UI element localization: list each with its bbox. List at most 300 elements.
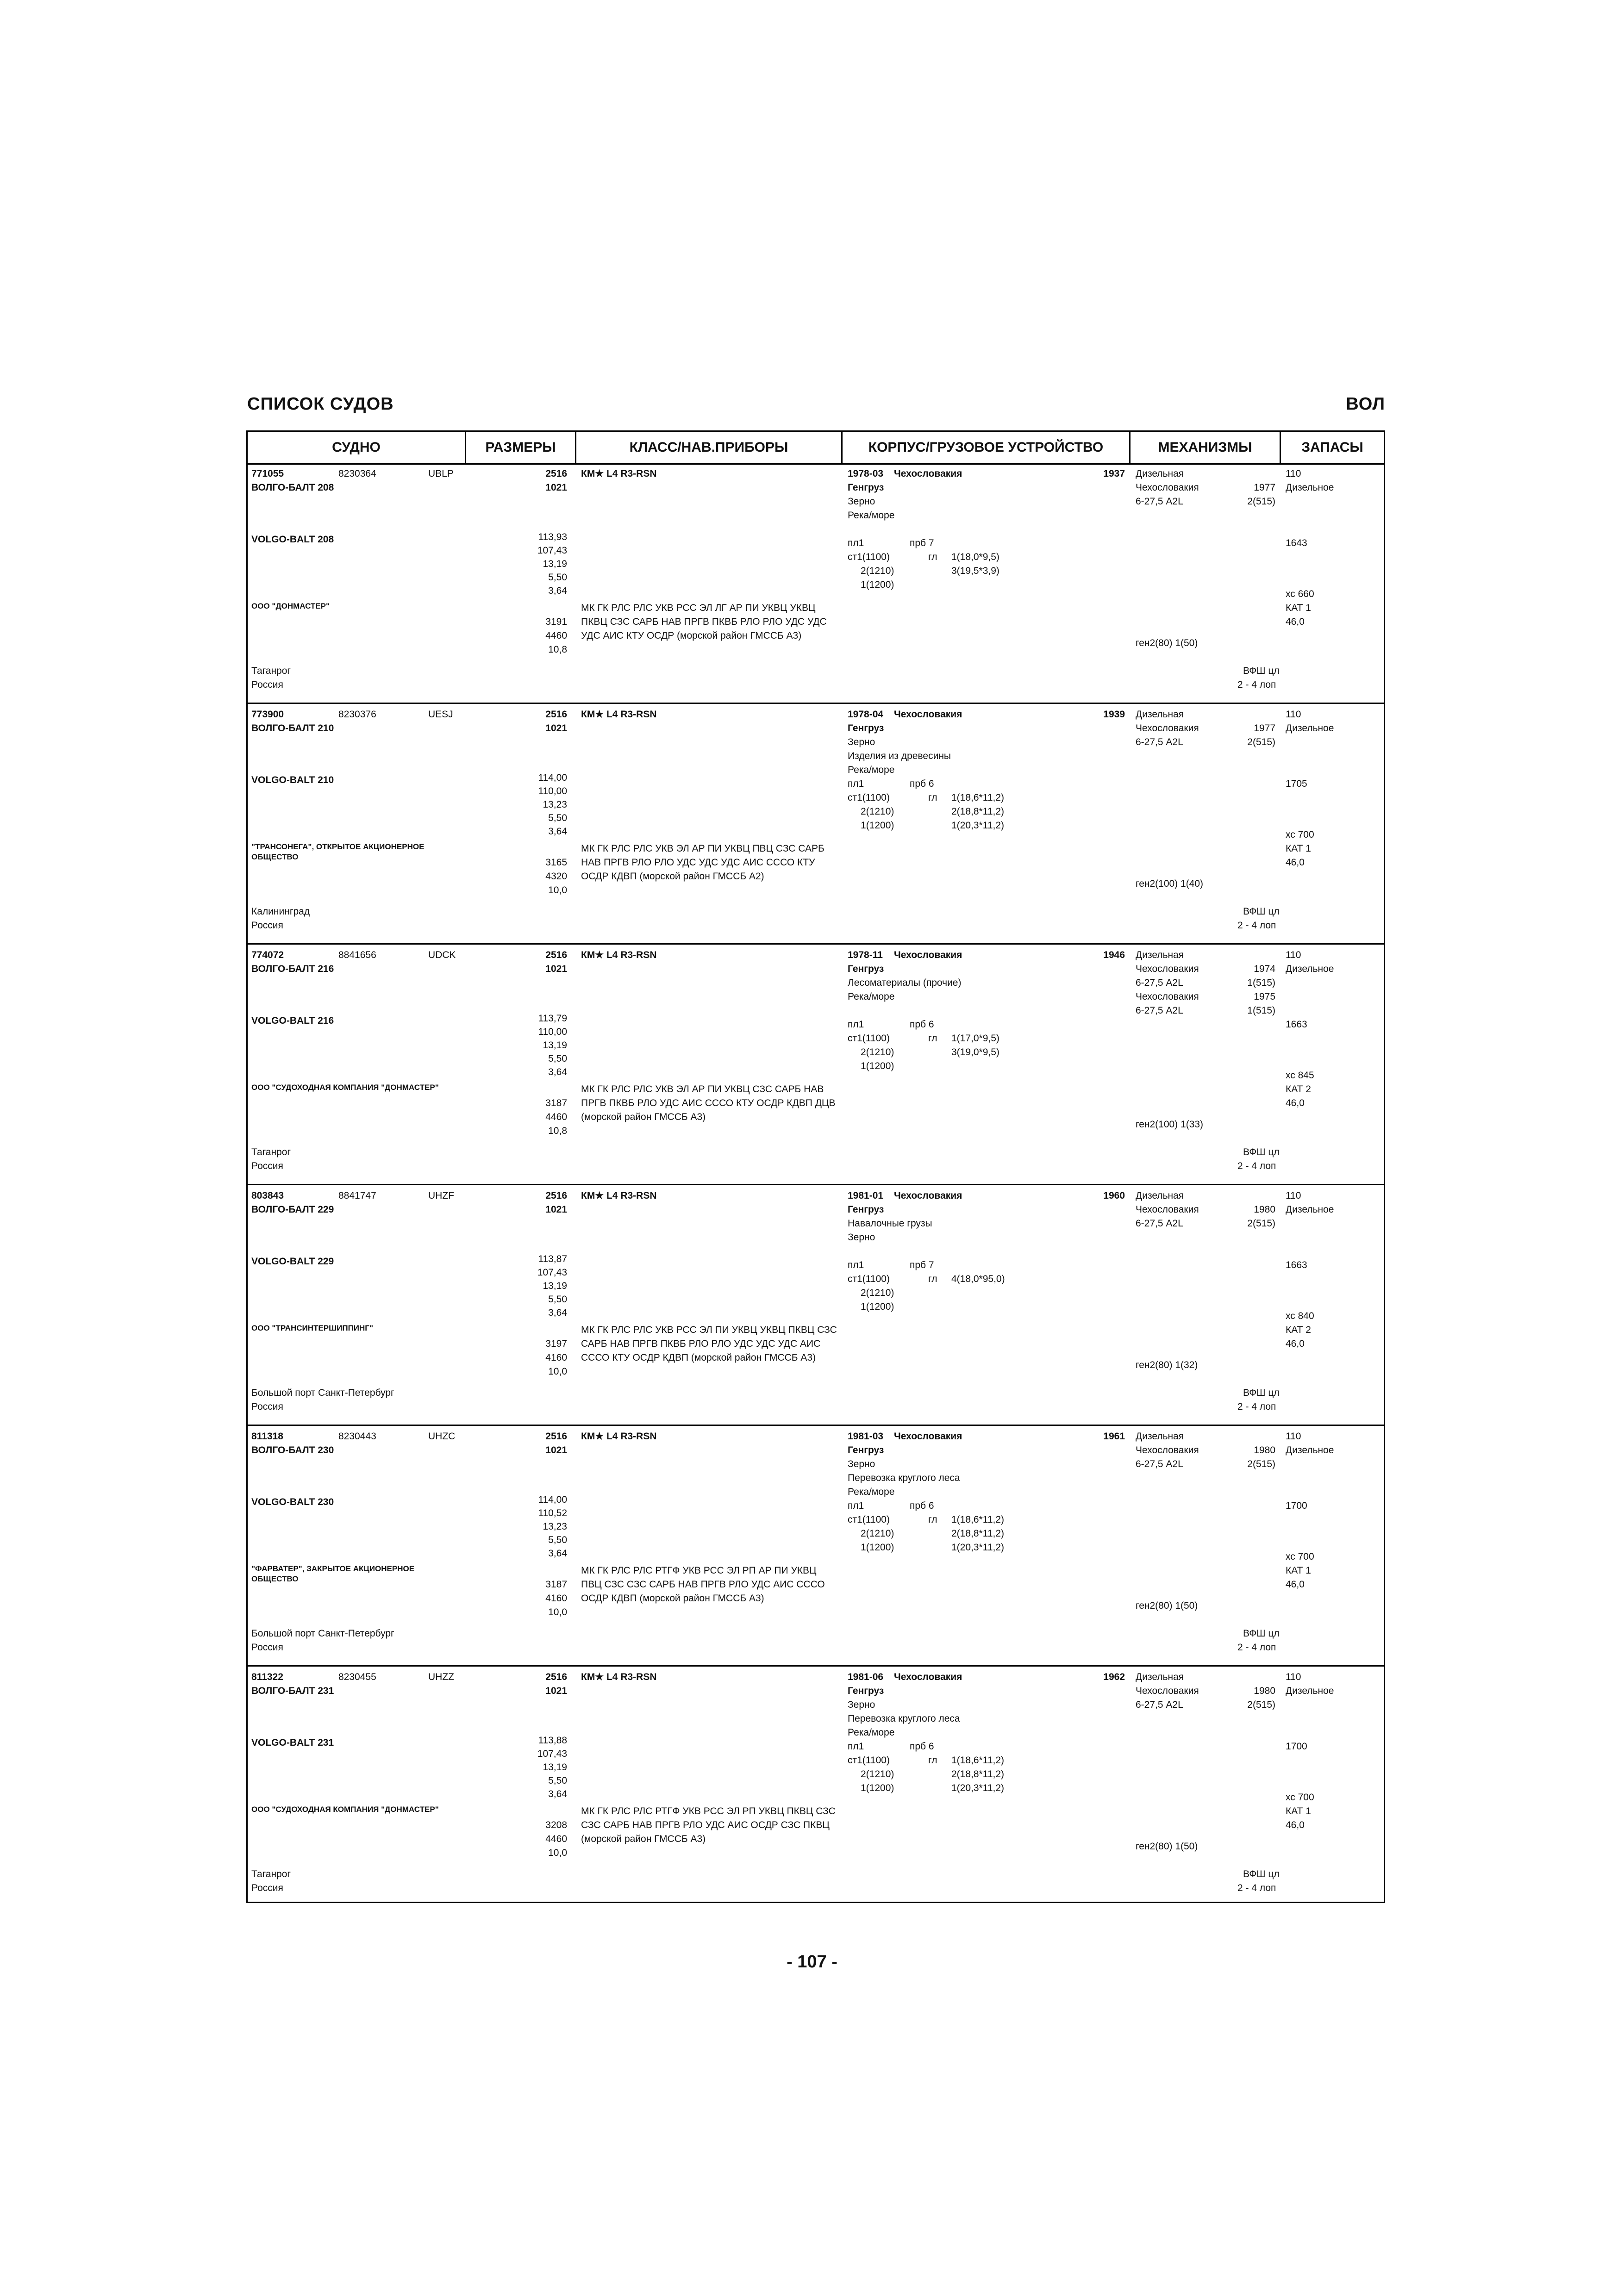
hatch-label: гл (928, 1274, 937, 1284)
hatch-size: 1(18,0*9,5) (951, 552, 999, 562)
hatch-size: 1(17,0*9,5) (951, 1033, 999, 1044)
home-port: Таганрог (251, 666, 291, 676)
engine-detail: 1(515) (1247, 977, 1275, 988)
category-value: КАТ 2 (1286, 1084, 1311, 1095)
hold-label: пл1 (848, 1741, 864, 1752)
tonnage-value: 2516 (545, 1672, 567, 1682)
hold-label: 2(1210) (861, 1047, 894, 1058)
ship-name-en: VOLGO-BALT 230 (251, 1497, 334, 1507)
dimension-value: 5,50 (548, 1294, 567, 1305)
engine-line: 6-27,5 А2L (1136, 737, 1183, 747)
imo-number: 8230455 (338, 1672, 376, 1682)
propeller-blades: 2 - 4 лоп (1237, 1642, 1276, 1653)
reg-number: 773900 (251, 709, 284, 720)
hold-label: ст1(1100) (848, 552, 890, 562)
imo-number: 8230443 (338, 1431, 376, 1442)
stores-value: 46,0 (1286, 1820, 1305, 1830)
hold-label: 2(1210) (861, 1528, 894, 1539)
ship-name-ru: ВОЛГО-БАЛТ 230 (251, 1445, 334, 1456)
stores-value: 1663 (1286, 1260, 1307, 1270)
hatch-label: прб 6 (910, 1741, 934, 1752)
hatch-label: гл (928, 792, 937, 803)
propeller-blades: 2 - 4 лоп (1237, 1883, 1276, 1893)
capacity-value: 3208 (545, 1820, 567, 1830)
hatch-label: прб 6 (910, 1500, 934, 1511)
ship-owner: ООО "ТРАНСИНТЕРШИППИНГ" (251, 1324, 374, 1332)
hull-line: Генгруз (848, 1445, 884, 1456)
dimension-value: 3,64 (548, 1789, 567, 1799)
engine-detail: 2(515) (1247, 1218, 1275, 1229)
propeller-blades: 2 - 4 лоп (1237, 679, 1276, 690)
dimension-value: 3,64 (548, 585, 567, 596)
builder-country: Чехословакия (894, 709, 962, 720)
dimension-value: 113,88 (538, 1735, 567, 1746)
engine-detail: 2(515) (1247, 737, 1275, 747)
propeller-type: ВФШ цл (1243, 1388, 1280, 1398)
stores-value: 46,0 (1286, 1098, 1305, 1108)
dimension-value: 114,00 (538, 772, 567, 783)
yard-number: 1962 (1103, 1672, 1125, 1682)
hull-line: Зерно (848, 496, 875, 507)
fuel-type: Дизельное (1286, 1445, 1334, 1456)
dimension-value: 110,52 (538, 1508, 567, 1518)
dimension-value: 5,50 (548, 1053, 567, 1064)
nav-equipment: МК ГК РЛС РЛС УКВ РСС ЭЛ ЛГ АР ПИ УКВЦ УКВЦ ПКВЦ СЗС САРБ НАВ ПРГВ ПКВБ РЛО РЛО УДС УДС УДС АИС КТУ ОСДР (морской район ГМССБ А3) (581, 603, 827, 641)
stores-value: 46,0 (1286, 1579, 1305, 1590)
engine-line: Дизельная (1136, 1672, 1184, 1682)
hull-line: Река/море (848, 510, 895, 521)
generator-line: ген2(80) 1(32) (1136, 1360, 1198, 1370)
stores-value: 110 (1286, 709, 1301, 720)
hold-label: пл1 (848, 1260, 864, 1270)
hold-label: ст1(1100) (848, 1274, 890, 1284)
yard-number: 1961 (1103, 1431, 1125, 1442)
engine-detail: 1975 (1254, 991, 1275, 1002)
nav-equipment: МК ГК РЛС РЛС УКВ ЭЛ АР ПИ УКВЦ СЗС САРБ НАВ ПРГВ ПКВБ РЛО УДС АИС СССО КТУ ОСДР КДВП ДЦВ (морской район ГМССБ А3) (581, 1084, 836, 1122)
hatch-size: 3(19,5*3,9) (951, 566, 999, 576)
yard-number: 1960 (1103, 1190, 1125, 1201)
hold-label: 1(1200) (861, 820, 894, 831)
capacity-value: 3165 (545, 857, 567, 868)
hatch-size: 2(18,8*11,2) (951, 806, 1005, 817)
propeller-type: ВФШ цл (1243, 1628, 1280, 1639)
tonnage-value: 2516 (545, 950, 567, 960)
ship-name-ru: ВОЛГО-БАЛТ 231 (251, 1686, 334, 1696)
home-port: Таганрог (251, 1869, 291, 1879)
build-date: 1978-11 (848, 950, 883, 960)
stores-value: 110 (1286, 1190, 1301, 1201)
hold-label: 1(1200) (861, 579, 894, 590)
hatch-label: гл (928, 552, 937, 562)
propeller-type: ВФШ цл (1243, 906, 1280, 917)
hull-line: Генгруз (848, 1686, 884, 1696)
ship-name-en: VOLGO-BALT 229 (251, 1256, 334, 1267)
hold-label: 2(1210) (861, 1769, 894, 1780)
dimension-value: 5,50 (548, 572, 567, 583)
ship-name-en: VOLGO-BALT 231 (251, 1737, 334, 1748)
home-port: Калининград (251, 906, 310, 917)
dimension-value: 107,43 (537, 545, 567, 556)
tonnage-value: 2516 (545, 1431, 567, 1442)
crew-value: хс 660 (1286, 589, 1314, 599)
stores-value: 1700 (1286, 1500, 1307, 1511)
propeller-type: ВФШ цл (1243, 1147, 1280, 1157)
capacity-value: 3187 (545, 1098, 567, 1108)
stores-value: 46,0 (1286, 616, 1305, 627)
hold-label: ст1(1100) (848, 1755, 890, 1766)
hatch-size: 3(19,0*9,5) (951, 1047, 999, 1058)
stores-value: 110 (1286, 950, 1301, 960)
dimension-value: 13,23 (543, 799, 567, 810)
ship-owner: "ТРАНСОНЕГА", ОТКРЫТОЕ АКЦИОНЕРНОЕ ОБЩЕСТВО (251, 842, 425, 861)
engine-line: 6-27,5 А2L (1136, 1005, 1183, 1016)
dimension-value: 13,19 (543, 1281, 567, 1291)
tonnage-value: 1021 (545, 482, 567, 493)
reg-number: 811322 (251, 1672, 283, 1682)
hold-label: пл1 (848, 778, 864, 789)
hold-label: 2(1210) (861, 806, 894, 817)
page-header-section: ВОЛ (1346, 394, 1385, 414)
home-port: Большой порт Санкт-Петербург (251, 1388, 394, 1398)
reg-number: 803843 (251, 1190, 284, 1201)
flag-country: Россия (251, 920, 283, 931)
engine-detail: 1977 (1254, 482, 1275, 493)
dimension-value: 13,23 (543, 1521, 567, 1532)
tonnage-value: 1021 (545, 723, 567, 734)
hold-label: 1(1200) (861, 1542, 894, 1553)
capacity-value: 3197 (545, 1338, 567, 1349)
hold-label: пл1 (848, 1019, 864, 1030)
hatch-size: 1(20,3*11,2) (951, 1542, 1005, 1553)
ship-entry (248, 1185, 1384, 1426)
fuel-type: Дизельное (1286, 1204, 1334, 1215)
builder-country: Чехословакия (894, 468, 962, 479)
engine-line: Чехословакия (1136, 964, 1199, 974)
class-notation: КМ★ L4 R3-RSN (581, 1672, 657, 1682)
dimension-value: 110,00 (538, 1027, 567, 1037)
fuel-type: Дизельное (1286, 964, 1334, 974)
hull-line: Перевозка круглого леса (848, 1473, 960, 1483)
category-value: КАТ 1 (1286, 843, 1311, 854)
flag-country: Россия (251, 1642, 283, 1653)
hull-line: Перевозка круглого леса (848, 1713, 960, 1724)
engine-detail: 2(515) (1247, 1459, 1275, 1469)
propeller-blades: 2 - 4 лоп (1237, 1401, 1276, 1412)
call-sign: UHZC (428, 1431, 456, 1442)
capacity-value: 10,0 (548, 1366, 567, 1377)
stores-value: 46,0 (1286, 857, 1305, 868)
hold-label: пл1 (848, 1500, 864, 1511)
class-notation: КМ★ L4 R3-RSN (581, 1431, 657, 1442)
fuel-type: Дизельное (1286, 482, 1334, 493)
engine-line: Чехословакия (1136, 991, 1199, 1002)
hold-label: ст1(1100) (848, 792, 890, 803)
engine-line: Чехословакия (1136, 1204, 1199, 1215)
flag-country: Россия (251, 1883, 283, 1893)
engine-detail: 2(515) (1247, 496, 1275, 507)
propeller-blades: 2 - 4 лоп (1237, 920, 1276, 931)
ship-entry (248, 1667, 1384, 1907)
hold-label: пл1 (848, 538, 864, 548)
reg-number: 771055 (251, 468, 284, 479)
dimension-value: 107,43 (537, 1748, 567, 1759)
capacity-value: 4460 (545, 630, 567, 641)
dimension-value: 107,43 (537, 1267, 567, 1278)
home-port: Таганрог (251, 1147, 291, 1157)
hull-line: Река/море (848, 1727, 895, 1738)
generator-line: ген2(100) 1(40) (1136, 878, 1204, 889)
ship-name-ru: ВОЛГО-БАЛТ 208 (251, 482, 334, 493)
reg-number: 811318 (251, 1431, 283, 1442)
call-sign: UESJ (428, 709, 453, 720)
tonnage-value: 2516 (545, 709, 567, 720)
engine-detail: 1974 (1254, 964, 1275, 974)
generator-line: ген2(80) 1(50) (1136, 1841, 1198, 1852)
dimension-value: 5,50 (548, 813, 567, 823)
capacity-value: 10,0 (548, 1607, 567, 1618)
tonnage-value: 2516 (545, 1190, 567, 1201)
category-value: КАТ 1 (1286, 1806, 1311, 1817)
dimension-value: 13,19 (543, 1040, 567, 1051)
hatch-size: 1(20,3*11,2) (951, 1783, 1005, 1793)
generator-line: ген2(80) 1(50) (1136, 1600, 1198, 1611)
flag-country: Россия (251, 1161, 283, 1171)
propeller-type: ВФШ цл (1243, 1869, 1280, 1879)
hull-line: Навалочные грузы (848, 1218, 932, 1229)
ship-name-ru: ВОЛГО-БАЛТ 210 (251, 723, 334, 734)
column-header-dims: РАЗМЕРЫ (485, 440, 556, 455)
hull-line: Изделия из древесины (848, 751, 951, 761)
hatch-size: 1(20,3*11,2) (951, 820, 1005, 831)
ship-name-en: VOLGO-BALT 216 (251, 1015, 334, 1026)
capacity-value: 10,8 (548, 1126, 567, 1136)
stores-value: 1663 (1286, 1019, 1307, 1030)
generator-line: ген2(100) 1(33) (1136, 1119, 1204, 1130)
capacity-value: 3187 (545, 1579, 567, 1590)
capacity-value: 4320 (545, 871, 567, 882)
hatch-size: 2(18,8*11,2) (951, 1528, 1005, 1539)
hatch-label: прб 6 (910, 1019, 934, 1030)
hold-label: 2(1210) (861, 1288, 894, 1298)
hold-label: ст1(1100) (848, 1514, 890, 1525)
hull-line: Зерно (848, 737, 875, 747)
stores-value: 110 (1286, 1431, 1301, 1442)
ship-name-en: VOLGO-BALT 210 (251, 775, 334, 785)
dimension-value: 110,00 (538, 786, 567, 796)
hold-label: 1(1200) (861, 1061, 894, 1071)
category-value: КАТ 1 (1286, 603, 1311, 613)
ship-entry (248, 1426, 1384, 1667)
capacity-value: 10,0 (548, 885, 567, 896)
stores-value: 110 (1286, 1672, 1301, 1682)
page-header-title: СПИСОК СУДОВ (247, 394, 394, 414)
ship-name-en: VOLGO-BALT 208 (251, 534, 334, 545)
yard-number: 1937 (1103, 468, 1125, 479)
page-number: - 107 - (787, 1952, 837, 1972)
dimension-value: 13,19 (543, 1762, 567, 1773)
hatch-label: гл (928, 1514, 937, 1525)
reg-number: 774072 (251, 950, 284, 960)
engine-detail: 2(515) (1247, 1699, 1275, 1710)
hatch-size: 1(18,6*11,2) (951, 1514, 1005, 1525)
hatch-size: 1(18,6*11,2) (951, 792, 1005, 803)
engine-line: Дизельная (1136, 468, 1184, 479)
hull-line: Генгруз (848, 1204, 884, 1215)
ship-owner: "ФАРВАТЕР", ЗАКРЫТОЕ АКЦИОНЕРНОЕ ОБЩЕСТВО (251, 1564, 415, 1583)
engine-line: Чехословакия (1136, 1445, 1199, 1456)
tonnage-value: 1021 (545, 1445, 567, 1456)
crew-value: хс 700 (1286, 1792, 1314, 1803)
crew-value: хс 700 (1286, 829, 1314, 840)
ship-register-table (246, 430, 1385, 1903)
hatch-label: прб 7 (910, 538, 934, 548)
nav-equipment: МК ГК РЛС РЛС РТГФ УКВ РСС ЭЛ РП АР ПИ УКВЦ ПВЦ СЗС СЗС САРБ НАВ ПРГВ РЛО УДС АИС СССО ОСДР КДВП (морской район ГМССБ А3) (581, 1565, 825, 1604)
call-sign: UHZZ (428, 1672, 454, 1682)
ship-entry (248, 945, 1384, 1185)
nav-equipment: МК ГК РЛС РЛС УКВ РСС ЭЛ ПИ УКВЦ УКВЦ ПКВЦ СЗС САРБ НАВ ПРГВ ПКВБ РЛО РЛО УДС УДС УДС АИС СССО КТУ ОСДР КДВП (морской район ГМССБ А3) (581, 1325, 837, 1363)
engine-line: 6-27,5 А2L (1136, 1218, 1183, 1229)
ship-owner: ООО "ДОНМАСТЕР" (251, 602, 330, 610)
engine-line: 6-27,5 А2L (1136, 496, 1183, 507)
hatch-label: прб 6 (910, 778, 934, 789)
tonnage-value: 1021 (545, 1204, 567, 1215)
engine-detail: 1977 (1254, 723, 1275, 734)
tonnage-value: 1021 (545, 964, 567, 974)
class-notation: КМ★ L4 R3-RSN (581, 950, 657, 960)
class-notation: КМ★ L4 R3-RSN (581, 709, 657, 720)
capacity-value: 4460 (545, 1834, 567, 1844)
builder-country: Чехословакия (894, 1431, 962, 1442)
build-date: 1981-03 (848, 1431, 884, 1442)
table-header (248, 432, 1384, 465)
nav-equipment: МК ГК РЛС РЛС УКВ ЭЛ АР ПИ УКВЦ ПВЦ СЗС САРБ НАВ ПРГВ РЛО РЛО УДС УДС УДС АИС СССО КТУ ОСДР КДВП (морской район ГМССБ А2) (581, 843, 824, 882)
hull-line: Генгруз (848, 482, 884, 493)
hatch-label: прб 7 (910, 1260, 934, 1270)
hold-label: 2(1210) (861, 566, 894, 576)
engine-line: Дизельная (1136, 709, 1184, 720)
dimension-value: 3,64 (548, 1067, 567, 1077)
dimension-value: 3,64 (548, 1548, 567, 1559)
build-date: 1981-01 (848, 1190, 884, 1201)
engine-detail: 1(515) (1247, 1005, 1275, 1016)
flag-country: Россия (251, 679, 283, 690)
dimension-value: 113,79 (538, 1013, 567, 1024)
hull-line: Зерно (848, 1232, 875, 1243)
yard-number: 1946 (1103, 950, 1125, 960)
call-sign: UHZF (428, 1190, 454, 1201)
engine-line: 6-27,5 А2L (1136, 1699, 1183, 1710)
imo-number: 8230376 (338, 709, 376, 720)
build-date: 1978-04 (848, 709, 884, 720)
dimension-value: 114,00 (538, 1494, 567, 1505)
builder-country: Чехословакия (894, 1190, 962, 1201)
home-port: Большой порт Санкт-Петербург (251, 1628, 394, 1639)
category-value: КАТ 2 (1286, 1325, 1311, 1335)
hull-line: Зерно (848, 1699, 875, 1710)
ship-name-ru: ВОЛГО-БАЛТ 216 (251, 964, 334, 974)
class-notation: КМ★ L4 R3-RSN (581, 468, 657, 479)
ship-name-ru: ВОЛГО-БАЛТ 229 (251, 1204, 334, 1215)
tonnage-value: 2516 (545, 468, 567, 479)
engine-line: Чехословакия (1136, 1686, 1199, 1696)
capacity-value: 4160 (545, 1352, 567, 1363)
yard-number: 1939 (1103, 709, 1125, 720)
hull-line: Генгруз (848, 964, 884, 974)
hold-label: ст1(1100) (848, 1033, 890, 1044)
stores-value: 110 (1286, 468, 1301, 479)
ship-entry (248, 463, 1384, 704)
imo-number: 8230364 (338, 468, 376, 479)
hull-line: Лесоматериалы (прочие) (848, 977, 962, 988)
hatch-size: 2(18,8*11,2) (951, 1769, 1005, 1780)
hatch-size: 1(18,6*11,2) (951, 1755, 1005, 1766)
engine-line: 6-27,5 А2L (1136, 1459, 1183, 1469)
hull-line: Река/море (848, 991, 895, 1002)
engine-line: Чехословакия (1136, 723, 1199, 734)
dimension-value: 5,50 (548, 1535, 567, 1545)
crew-value: хс 700 (1286, 1551, 1314, 1562)
ship-owner: ООО "СУДОХОДНАЯ КОМПАНИЯ "ДОНМАСТЕР" (251, 1083, 439, 1092)
engine-detail: 1980 (1254, 1445, 1275, 1456)
nav-equipment: МК ГК РЛС РЛС РТГФ УКВ РСС ЭЛ РП УКВЦ ПКВЦ СЗС СЗС САРБ НАВ ПРГВ РЛО УДС АИС ОСДР СЗС ПКВЦ (морской район ГМССБ А3) (581, 1806, 836, 1844)
dimension-value: 3,64 (548, 1307, 567, 1318)
engine-line: Чехословакия (1136, 482, 1199, 493)
dimension-value: 113,93 (538, 532, 567, 542)
hull-line: Река/море (848, 1487, 895, 1497)
builder-country: Чехословакия (894, 1672, 962, 1682)
column-header-class: КЛАСС/НАВ.ПРИБОРЫ (629, 440, 788, 455)
column-header-ship: СУДНО (332, 440, 381, 455)
capacity-value: 4460 (545, 1112, 567, 1122)
hatch-label: гл (928, 1033, 937, 1044)
tonnage-value: 1021 (545, 1686, 567, 1696)
engine-line: Дизельная (1136, 1190, 1184, 1201)
imo-number: 8841656 (338, 950, 376, 960)
call-sign: UBLP (428, 468, 454, 479)
dimension-value: 113,87 (538, 1254, 567, 1264)
ship-entry (248, 704, 1384, 945)
fuel-type: Дизельное (1286, 1686, 1334, 1696)
engine-detail: 1980 (1254, 1204, 1275, 1215)
builder-country: Чехословакия (894, 950, 962, 960)
category-value: КАТ 1 (1286, 1565, 1311, 1576)
dimension-value: 13,19 (543, 559, 567, 569)
hull-line: Зерно (848, 1459, 875, 1469)
capacity-value: 10,8 (548, 644, 567, 655)
capacity-value: 4160 (545, 1593, 567, 1604)
generator-line: ген2(80) 1(50) (1136, 638, 1198, 648)
stores-value: 46,0 (1286, 1338, 1305, 1349)
hull-line: Генгруз (848, 723, 884, 734)
imo-number: 8841747 (338, 1190, 376, 1201)
propeller-type: ВФШ цл (1243, 666, 1280, 676)
crew-value: хс 845 (1286, 1070, 1314, 1081)
column-header-mech: МЕХАНИЗМЫ (1158, 440, 1252, 455)
fuel-type: Дизельное (1286, 723, 1334, 734)
capacity-value: 10,0 (548, 1848, 567, 1858)
ship-owner: ООО "СУДОХОДНАЯ КОМПАНИЯ "ДОНМАСТЕР" (251, 1805, 439, 1814)
build-date: 1978-03 (848, 468, 884, 479)
column-header-stores: ЗАПАСЫ (1301, 440, 1363, 455)
engine-line: Дизельная (1136, 1431, 1184, 1442)
stores-value: 1700 (1286, 1741, 1307, 1752)
hatch-size: 4(18,0*95,0) (951, 1274, 1005, 1284)
hull-line: Река/море (848, 765, 895, 775)
capacity-value: 3191 (545, 616, 567, 627)
call-sign: UDCK (428, 950, 456, 960)
hold-label: 1(1200) (861, 1301, 894, 1312)
stores-value: 1643 (1286, 538, 1307, 548)
